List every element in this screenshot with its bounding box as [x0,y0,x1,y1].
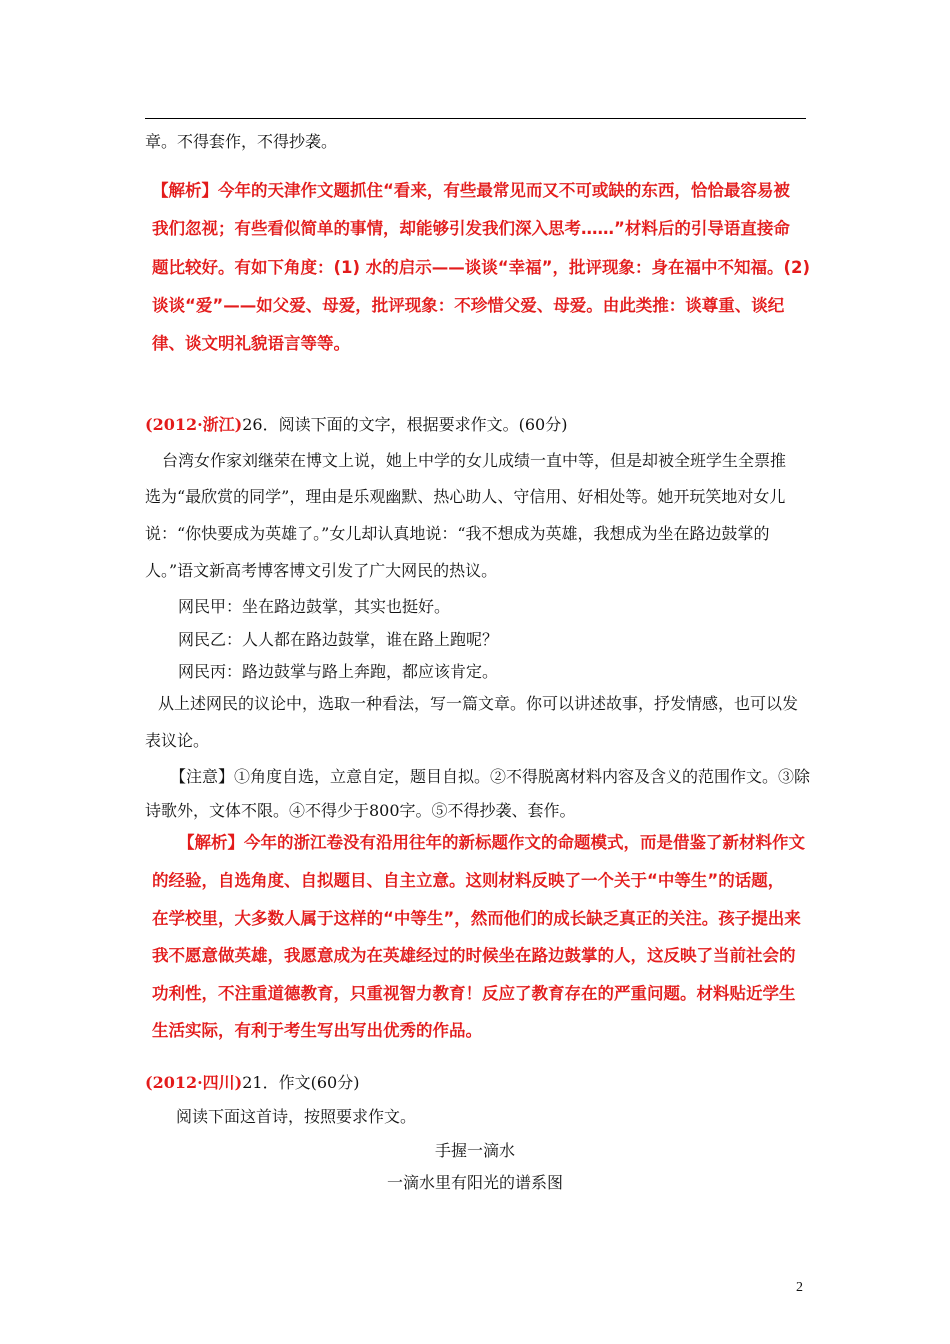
poem-line: 手握一滴水 [434,1141,515,1160]
zhejiang-analysis-line: 在学校里，大多数人属于这样的“中等生”，然而他们的成长缺乏真正的关注。孩子提出来 [152,909,801,928]
tianjin-analysis-line: 【解析】今年的天津作文题抓住“看来，有些最常见而又不可或缺的东西，恰恰最容易被 [152,181,790,200]
netizen-comment: 网民甲：坐在路边鼓掌，其实也挺好。 [178,597,451,616]
netizen-comment: 网民乙：人人都在路边鼓掌，谁在路上跑呢？ [178,630,499,649]
zhejiang-material-line: 台湾女作家刘继荣在博文上说，她上中学的女儿成绩一直中等，但是却被全班学生全票推 [162,451,787,470]
sichuan-intro: 阅读下面这首诗，按照要求作文。 [176,1107,417,1126]
tianjin-analysis-line: 题比较好。有如下角度：(1) 水的启示——谈谈“幸福”，批评现象：身在福中不知福。(2) [152,258,811,277]
poem-line: 一滴水里有阳光的谱系图 [386,1173,563,1192]
netizen-comment: 网民丙：路边鼓掌与路上奔跑，都应该肯定。 [178,662,499,681]
zhejiang-analysis-line: 的经验，自选角度、自拟题目、自主立意。这则材料反映了一个关于“中等生”的话题， [152,871,785,890]
zhejiang-notice-line: 诗歌外，文体不限。④不得少于800字。⑤不得抄袭、套作。 [145,801,576,820]
sichuan-question-heading [145,1072,359,1094]
zhejiang-analysis-line: 生活实际，有利于考生写出写出优秀的作品。 [152,1021,482,1040]
zhejiang-task-line: 从上述网民的议论中，选取一种看法，写一篇文章。你可以讲述故事，抒发情感，也可以发 [158,694,799,713]
zhejiang-source: (2012·浙江) [145,415,243,434]
tianjin-analysis-line: 律、谈文明礼貌语言等等。 [152,334,350,353]
page-number: 2 [796,1280,803,1295]
zhejiang-analysis-line: 功利性，不注重道德教育，只重视智力教育！反应了教育存在的严重问题。材料贴近学生 [152,984,796,1003]
zhejiang-task-line: 表议论。 [145,731,210,750]
zhejiang-material-line: 选为“最欣赏的同学”，理由是乐观幽默、热心助人、守信用、好相处等。她开玩笑地对女儿 [145,487,786,506]
zhejiang-question: 26．阅读下面的文字，根据要求作文。(60分) [242,415,568,434]
zhejiang-material-line: 说：“你快要成为英雄了。”女儿却认真地说：“我不想成为英雄，我想成为坐在路边鼓掌的 [145,524,770,543]
sichuan-source: (2012·四川) [145,1073,243,1092]
tianjin-analysis-line: 我们忽视；有些看似简单的事情，却能够引发我们深入思考……”材料后的引导语直接命 [152,219,790,238]
zhejiang-question-heading [145,414,567,436]
zhejiang-notice-line: 【注意】①角度自选，立意自定，题目自拟。②不得脱离材料内容及含义的范围作文。③除 [170,767,811,786]
header-rule [145,118,806,119]
top-fragment: 章。不得套作，不得抄袭。 [145,132,338,151]
zhejiang-analysis-line: 【解析】今年的浙江卷没有沿用往年的新标题作文的命题模式，而是借鉴了新材料作文 [178,833,805,852]
sichuan-question: 21．作文(60分) [242,1073,360,1092]
zhejiang-analysis-line: 我不愿意做英雄，我愿意成为在英雄经过的时候坐在路边鼓掌的人，这反映了当前社会的 [152,946,796,965]
tianjin-analysis-line: 谈谈“爱”——如父爱、母爱，批评现象：不珍惜父爱、母爱。由此类推：谈尊重、谈纪 [152,296,785,315]
zhejiang-material-line: 人。”语文新高考博客博文引发了广大网民的热议。 [145,561,498,580]
